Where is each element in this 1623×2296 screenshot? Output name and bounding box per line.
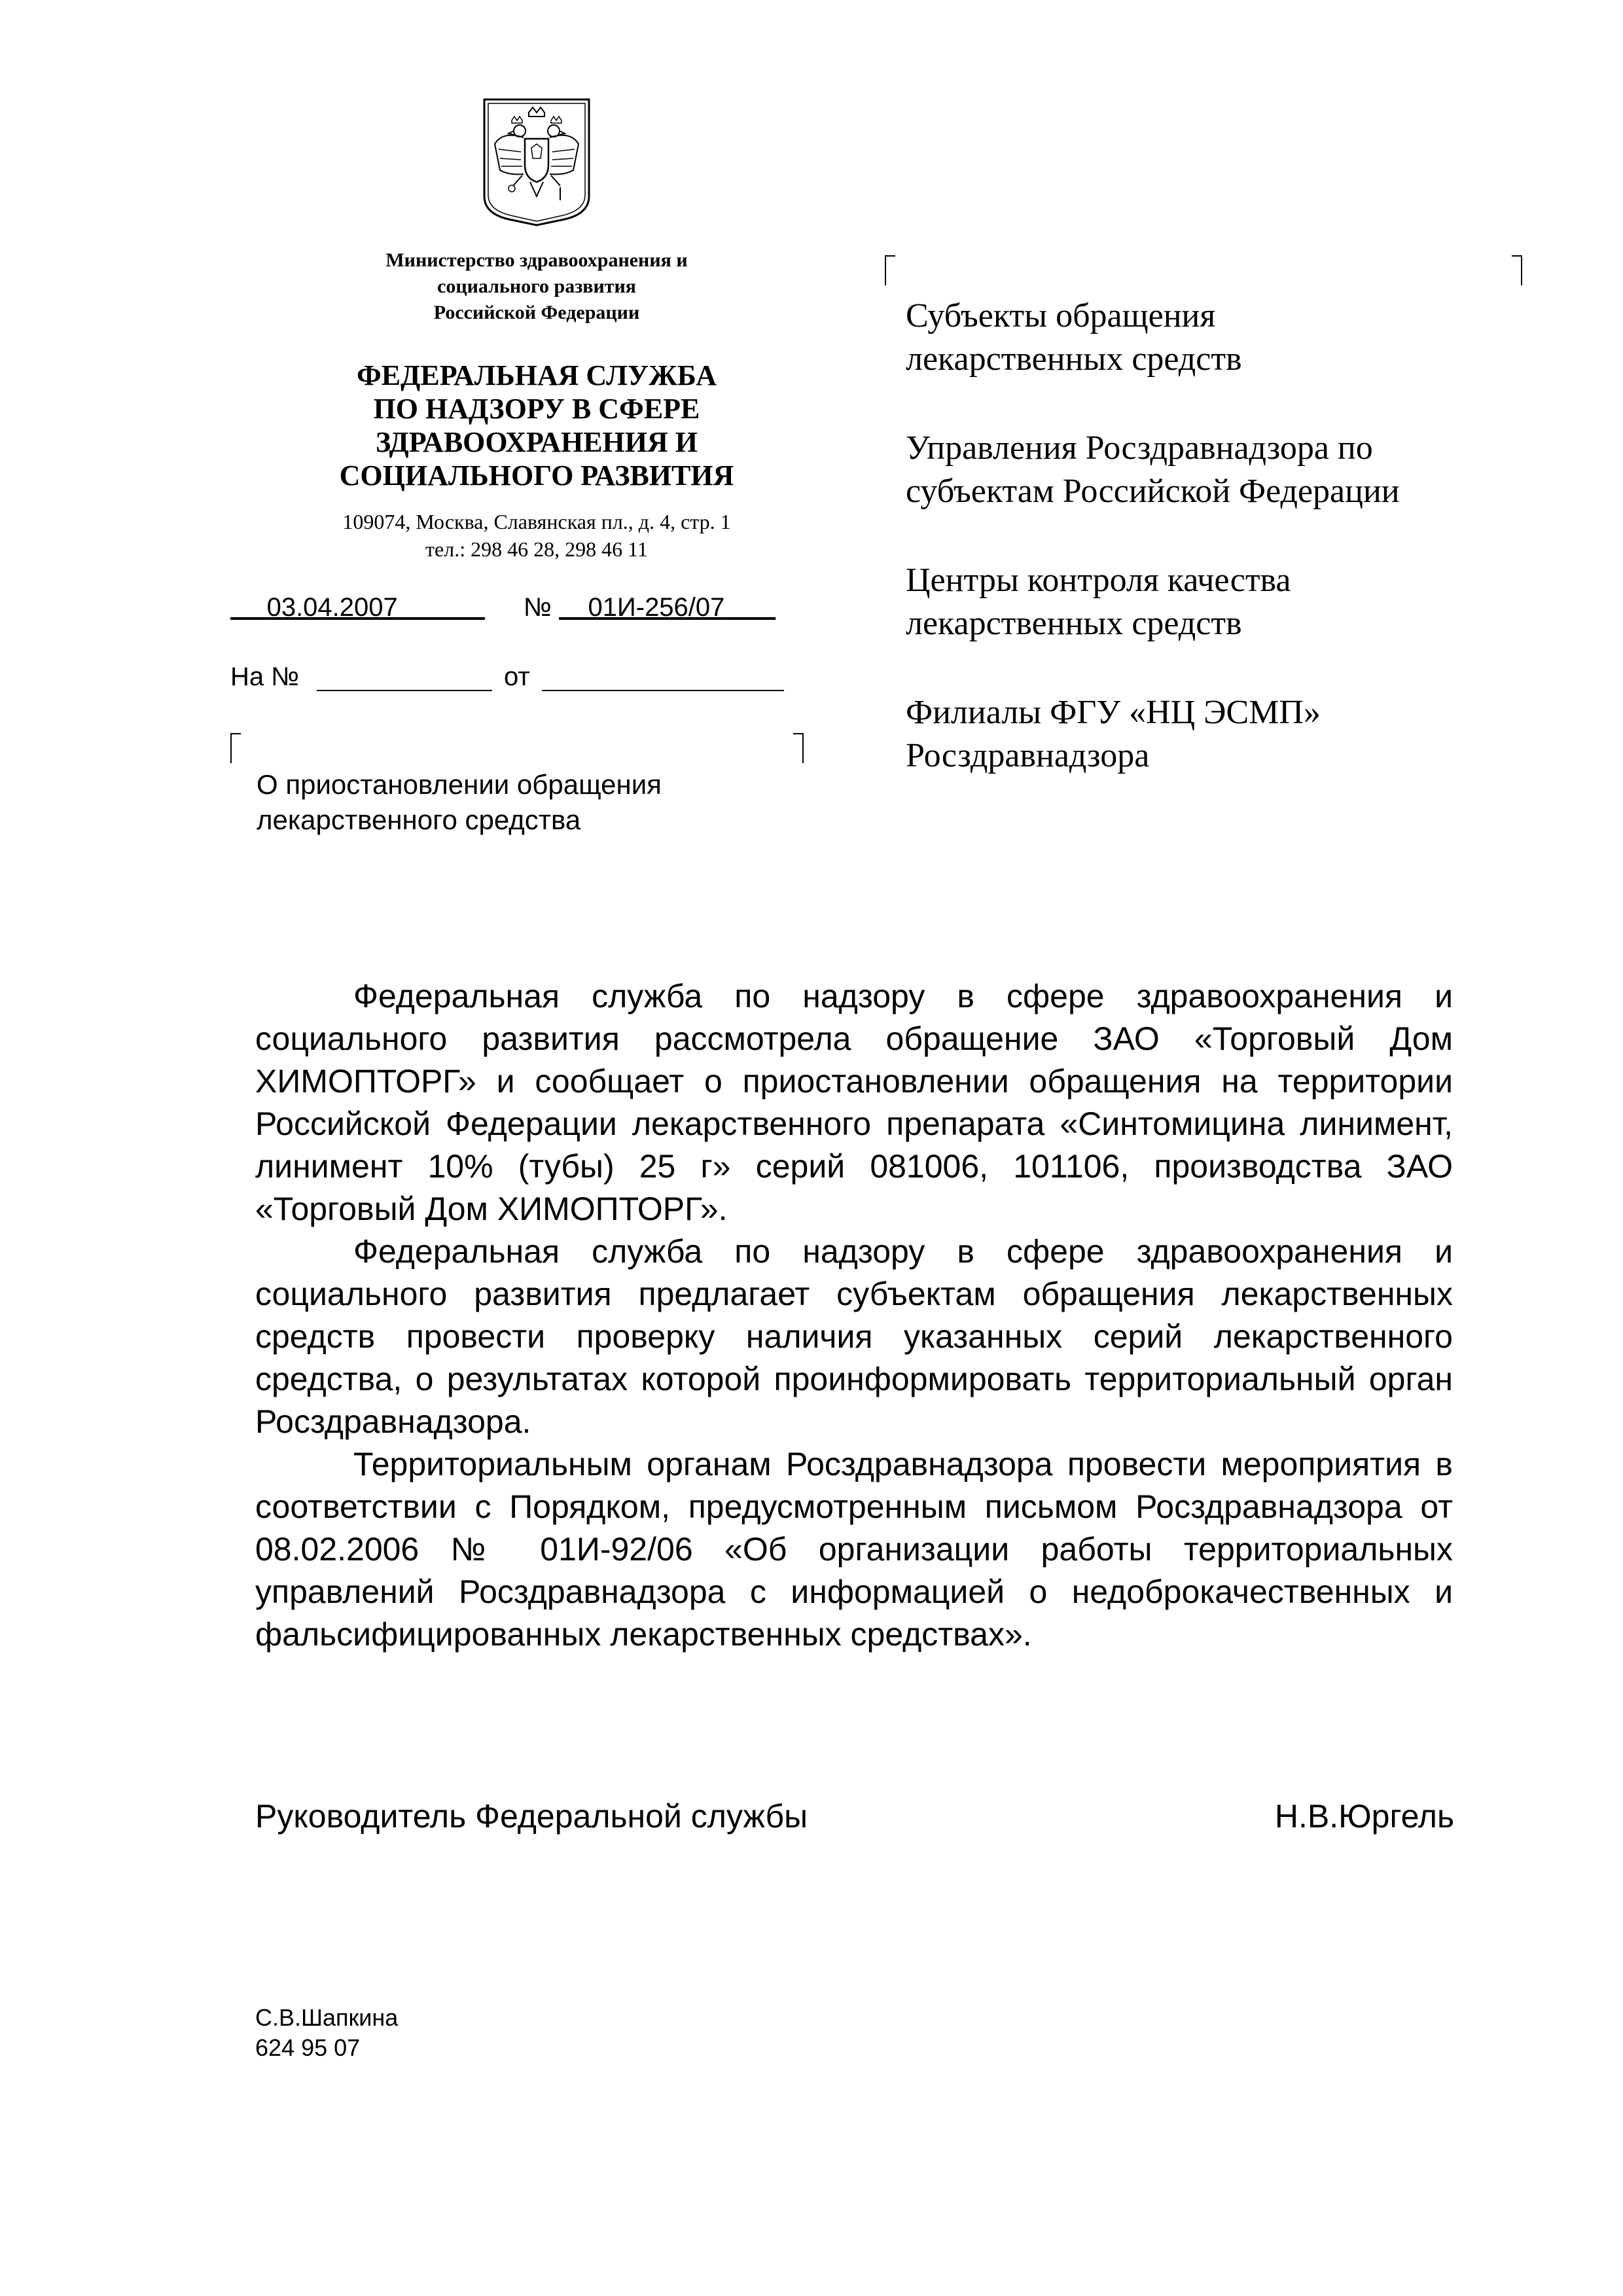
subject-line: лекарственного средства xyxy=(257,804,581,835)
service-title xyxy=(262,359,812,492)
body-paragraph: Территориальным органам Росздравнадзора провести мероприятия в соответствии с Порядком, предусмотренным письмом Росздравнадзора от 08.02.2006 № 01И-92/06 «Об организации работы территориальных управлений Росздравнадзора с информацией о недоброкачественных и фальсифицированных лекарственных средствах». xyxy=(255,1446,1453,1653)
addressee-bracket-left xyxy=(885,255,895,285)
executor-block xyxy=(255,2003,398,2063)
addressee-line: субъектам Российской Федерации xyxy=(906,473,1400,510)
body-paragraph: Федеральная служба по надзору в сфере здравоохранения и социального развития предлагает субъектам обращения лекарственных средств провести проверку наличия указанных серий лекарственного средства, о результатах которой проинформировать территориальный орган Росздравнадзора. xyxy=(255,1233,1453,1440)
ministry-line: социального развития xyxy=(437,276,636,297)
addressee-line: Субъекты обращения xyxy=(906,297,1216,334)
addressee-line: лекарственных средств xyxy=(906,605,1242,642)
executor-name: С.В.Шапкина xyxy=(255,2004,399,2031)
subject-bracket-left xyxy=(230,733,241,763)
ministry-line: Министерство здравоохранения и xyxy=(385,249,688,271)
addressee-bracket-right xyxy=(1512,255,1522,285)
executor-phone: 624 95 07 xyxy=(255,2034,361,2061)
addressee-line: Центры контроля качества xyxy=(906,562,1291,599)
registration-date-block xyxy=(230,592,485,623)
reply-date-line xyxy=(542,690,784,691)
addressee-item xyxy=(906,295,1560,381)
service-title-line: СОЦИАЛЬНОГО РАЗВИТИЯ xyxy=(339,459,734,492)
reply-number-line xyxy=(317,690,492,691)
addressee-line: Росздравнадзора xyxy=(906,737,1150,774)
service-title-line: ФЕДЕРАЛЬНАЯ СЛУЖБА xyxy=(357,359,717,391)
signatory-role: Руководитель Федеральной службы xyxy=(255,1798,808,1835)
letter-body xyxy=(255,975,1453,1656)
registration-date: 03.04.2007 xyxy=(266,593,398,622)
addressee-line: лекарственных средств xyxy=(906,340,1242,378)
addressee-line: Филиалы ФГУ «НЦ ЭСМП» xyxy=(906,694,1321,731)
ministry-line: Российской Федерации xyxy=(433,302,640,323)
phone-line: тел.: 298 46 28, 298 46 11 xyxy=(425,537,648,561)
service-title-line: ЗДРАВООХРАНЕНИЯ И xyxy=(375,426,698,458)
subject-bracket-right xyxy=(793,733,804,763)
letter-subject xyxy=(257,767,767,838)
signatory-name: Н.В.Юргель xyxy=(1274,1798,1454,1835)
registration-number: 01И-256/07 xyxy=(588,593,725,622)
from-label: от xyxy=(504,662,530,691)
reply-to-label: На № xyxy=(230,662,300,691)
addressee-line: Управления Росздравнадзора по xyxy=(906,429,1373,467)
addressee-item xyxy=(906,691,1560,778)
addressee-list xyxy=(906,295,1560,823)
addressee-item xyxy=(906,559,1560,645)
service-title-line: ПО НАДЗОРУ В СФЕРЕ xyxy=(373,393,700,425)
body-paragraph: Федеральная служба по надзору в сфере здравоохранения и социального развития рассмотрела обращение ЗАО «Торговый Дом ХИМОПТОРГ» и сообщает о приостановлении обращения на территории Российской Федерации лекарственного препарата «Синтомицина линимент, линимент 10% (тубы) 25 г» серий 081006, 101106, производства ЗАО «Торговый Дом ХИМОПТОРГ». xyxy=(255,978,1453,1227)
addressee-item xyxy=(906,427,1560,513)
registration-number-block xyxy=(524,592,776,623)
number-sign: № xyxy=(524,593,552,622)
service-address xyxy=(262,508,812,563)
registration-date-underline xyxy=(230,593,267,622)
ministry-heading xyxy=(262,247,812,326)
subject-line: О приостановлении обращения xyxy=(257,769,662,800)
address-line: 109074, Москва, Славянская пл., д. 4, стр. 1 xyxy=(342,510,731,533)
coat-of-arms-icon xyxy=(483,98,590,226)
